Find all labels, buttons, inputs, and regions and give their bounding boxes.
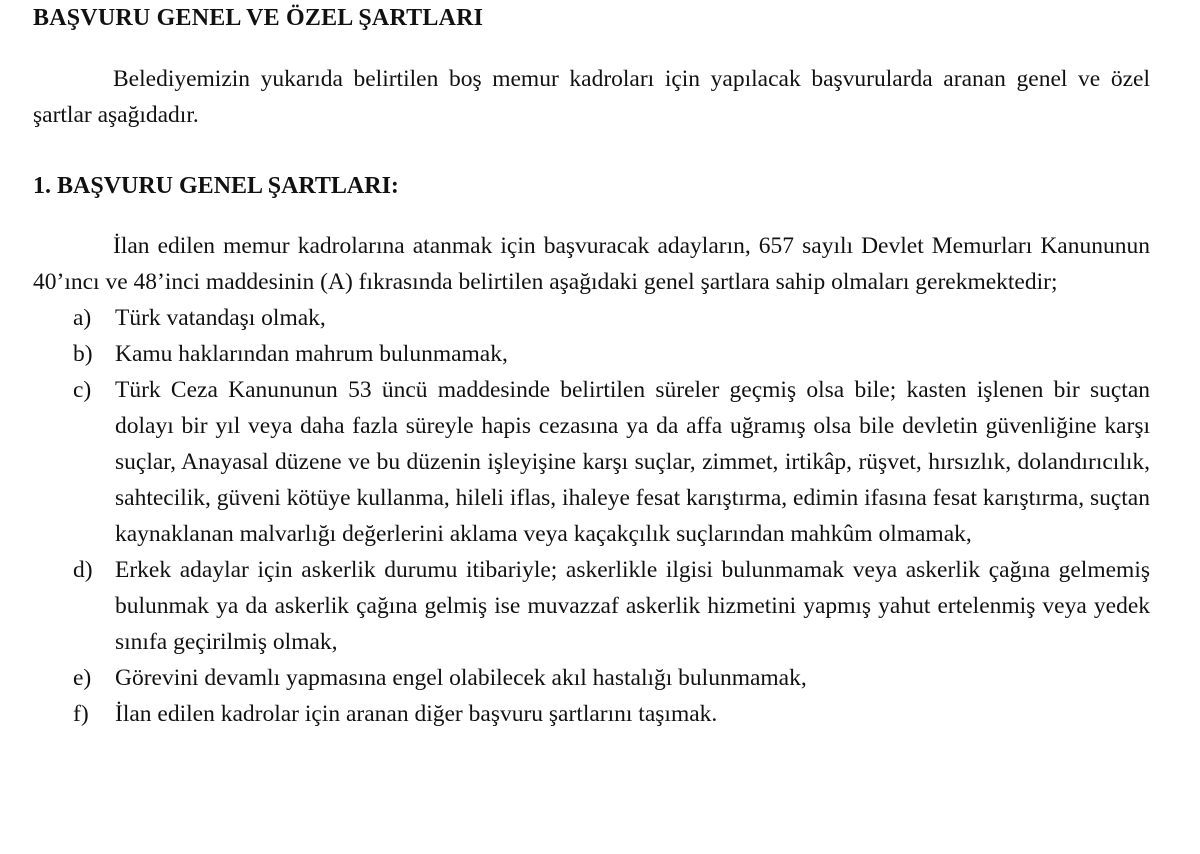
list-item: [33, 336, 1150, 372]
list-item-text: Erkek adaylar için askerlik durumu itibariyle; askerlikle ilgisi bulunmamak veya askerlik çağına gelmemiş bulunmak ya da askerlik çağına gelmiş ise muvazzaf askerlik hizmetini yapmış yahut ertelenmiş veya yedek sınıfa geçirilmiş olmak,: [115, 557, 1150, 655]
list-item-letter: e): [73, 665, 92, 691]
list-item-letter: f): [73, 701, 89, 727]
list-item-letter: a): [73, 305, 92, 331]
list-item-text: İlan edilen kadrolar için aranan diğer başvuru şartlarını taşımak.: [115, 701, 718, 727]
list-item-letter: c): [73, 377, 92, 403]
list-item: [33, 660, 1150, 696]
general-conditions-paragraph: İlan edilen memur kadrolarına atanmak için başvuracak adayların, 657 sayılı Devlet Memurları Kanununun 40’ıncı ve 48’inci maddesinin (A) fıkrasında belirtilen aşağıdaki genel şartlara sahip olmaları gerekmektedir;: [33, 233, 1150, 295]
list-item: [33, 372, 1150, 552]
document-page: [0, 2, 1200, 854]
document-title: BAŞVURU GENEL VE ÖZEL ŞARTLARI: [33, 5, 484, 31]
section-heading: 1. BAŞVURU GENEL ŞARTLARI:: [33, 173, 399, 199]
list-item: [33, 552, 1150, 660]
list-item-text: Kamu haklarından mahrum bulunmamak,: [115, 341, 508, 367]
list-item-text: Türk vatandaşı olmak,: [115, 305, 326, 331]
list-item: [33, 300, 1150, 336]
list-item-text: Görevini devamlı yapmasına engel olabilecek akıl hastalığı bulunmamak,: [115, 665, 807, 691]
list-item-text: Türk Ceza Kanununun 53 üncü maddesinde belirtilen süreler geçmiş olsa bile; kasten işlenen bir suçtan dolayı bir yıl veya daha fazla süreyle hapis cezasına ya da affa uğramış olsa bile devletin güvenliğine karşı suçlar, Anayasal düzene ve bu düzenin işleyişine karşı suçlar, zimmet, irtikâp, rüşvet, hırsızlık, dolandırıcılık, sahtecilik, güveni kötüye kullanma, hileli iflas, ihaleye fesat karıştırma, edimin ifasına fesat karıştırma, suçtan kaynaklanan malvarlığı değerlerini aklama veya kaçakçılık suçlarından mahkûm olmamak,: [115, 377, 1150, 547]
requirements-list: [33, 300, 1150, 732]
intro-paragraph: Belediyemizin yukarıda belirtilen boş memur kadroları için yapılacak başvurularda aranan genel ve özel şartlar aşağıdadır.: [33, 66, 1150, 128]
list-item-letter: b): [73, 341, 93, 367]
list-item-letter: d): [73, 557, 93, 583]
list-item: [33, 696, 1150, 732]
